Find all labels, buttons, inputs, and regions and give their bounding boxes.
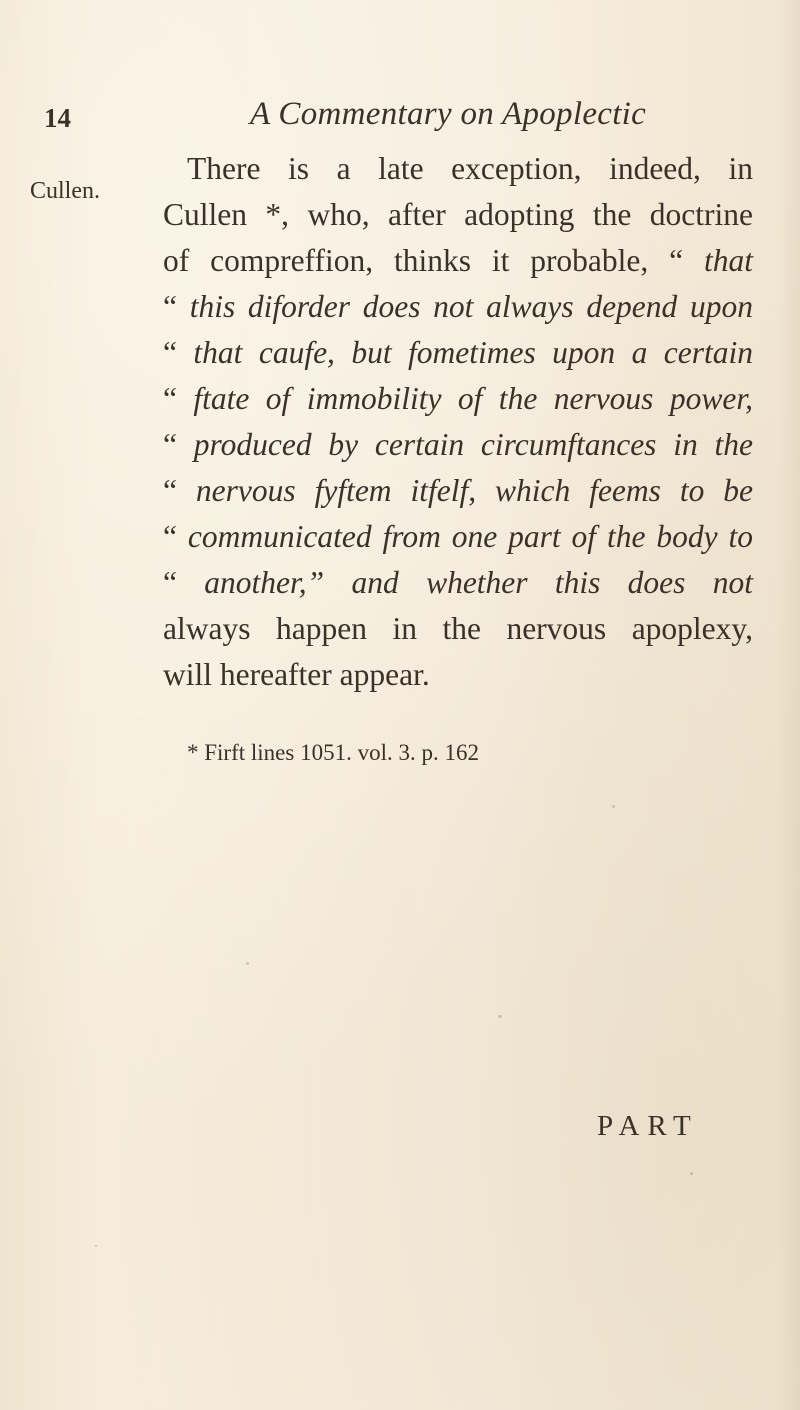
text-line: There is a late exception, indeed, in xyxy=(187,151,753,186)
running-head: A Commentary on Apoplectic xyxy=(250,96,647,132)
text-line: “ another,” and whether this does not xyxy=(163,565,753,600)
paper-speck xyxy=(246,962,249,965)
text-line: “ nervous fyftem itfelf, which feems to be xyxy=(163,473,754,508)
page-fold-shadow xyxy=(778,0,800,1410)
paper-speck xyxy=(612,805,615,808)
text-line: “ that caufe, but fometimes upon a certain xyxy=(163,335,753,370)
text-line: always happen in the nervous apoplexy, xyxy=(163,611,753,646)
body-paragraph xyxy=(163,146,753,698)
paper-speck xyxy=(690,1172,693,1175)
page-number: 14 xyxy=(44,103,71,133)
margin-note: Cullen. xyxy=(30,178,100,204)
text-line: Cullen *, who, after adopting the doctrine xyxy=(163,197,753,232)
footnote: * Firft lines 1051. vol. 3. p. 162 xyxy=(187,740,479,765)
paper-speck xyxy=(95,1245,97,1247)
text-line: “ ftate of immobility of the nervous power, xyxy=(163,381,753,416)
text-line: “ communicated from one part of the body to xyxy=(163,519,753,554)
text-line: will hereafter appear. xyxy=(163,657,430,692)
catchword: PART xyxy=(597,1110,699,1142)
text-line: “ produced by certain circumftances in the xyxy=(163,427,753,462)
paper-speck xyxy=(498,1015,502,1018)
text-line: of compreffion, thinks it probable, “ that xyxy=(163,243,753,278)
text-line: “ this diforder does not always depend upon xyxy=(163,289,753,324)
